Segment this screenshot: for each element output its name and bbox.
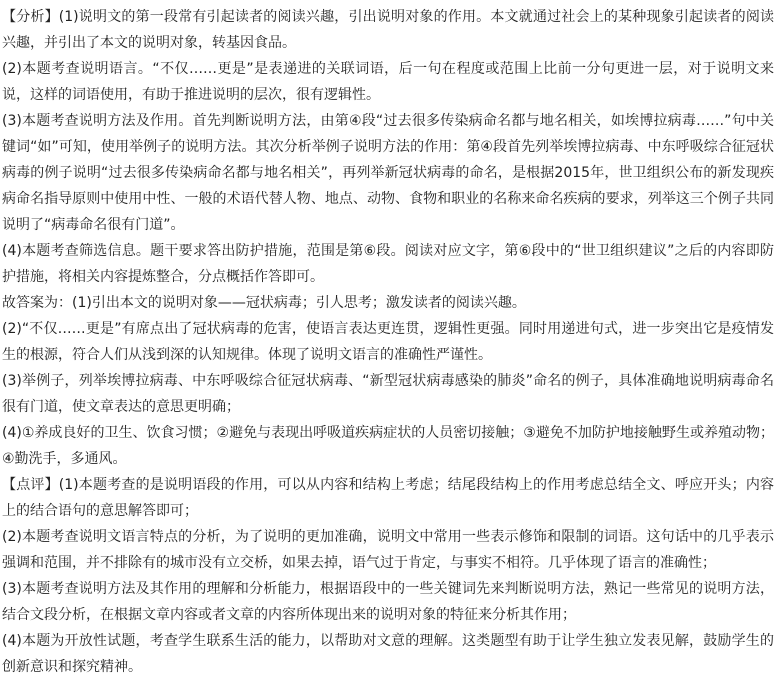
answer-item-2: (2)“不仅……更是”有席点出了冠状病毒的危害，使语言表达更连贯，逻辑性更强。同时用递进句式，进一步突出它是疫情发生的根源，符合人们从浅到深的认知规律。体现了说明文语言的准确性严谨性。 <box>2 321 774 363</box>
answer-item-4: (4)①养成良好的卫生、饮食习惯；②避免与表现出呼吸道疾病症状的人员密切接触；③避免不加防护地接触野生或养殖动物；④勤洗手，多通风。 <box>2 425 774 467</box>
analysis-item-2: (2)本题考查说明语言。“不仅……更是”是表递进的关联词语，后一句在程度或范围上比前一分句更进一层，对于说明文来说，这样的词语使用，有助于推进说明的层次，很有逻辑性。 <box>2 61 774 103</box>
analysis-item-3: (3)本题考查说明方法及作用。首先判断说明方法，由第④段“过去很多传染病命名都与地名相关，如埃博拉病毒……”句中关键词“如”可知，使用举例子的说明方法。其次分析举例子说明方法的作用：第④段首先列举埃博拉病毒、中东呼吸综合征冠状病毒的例子说明“过去很多传染病命名都与地名相关”，再列举新冠状病毒的命名，是根据2015年，世卫组织公布的新发现疾病命名指导原则中使用中性、一般的术语代替人物、地点、动物、食物和职业的名称来命名疾病的要求，列举这三个例子共同说明了“病毒命名很有门道”。 <box>2 113 774 233</box>
answer-intro: 故答案为：(1)引出本文的说明对象——冠状病毒；引人思考；激发读者的阅读兴趣。 <box>2 295 526 311</box>
comment-item-3: (3)本题考查说明方法及其作用的理解和分析能力，根据语段中的一些关键词先来判断说明方法，熟记一些常见的说明方法，结合文段分析，在根据文章内容或者文章的内容所体现出来的说明对象的特征来分析其作用； <box>2 581 774 623</box>
comment-item-1 <box>2 472 774 524</box>
comment-item-2: (2)本题考查说明文语言特点的分析，为了说明的更加准确，说明文中常用一些表示修饰和限制的词语。这句话中的几乎表示强调和范围，并不排除有的城市没有立交桥，如果去掉，语气过于肯定，与事实不相符。几乎体现了语言的准确性； <box>2 529 774 571</box>
analysis-item-4: (4)本题考查筛选信息。题干要求答出防护措施，范围是第⑥段。阅读对应文字，第⑥段中的“世卫组织建议”之后的内容即防护措施，将相关内容提炼整合，分点概括作答即可。 <box>2 243 774 285</box>
comment-header: 【点评】 <box>2 477 59 493</box>
analysis-header: 【分析】 <box>2 9 59 25</box>
analysis-item-1-text: (1)说明文的第一段常有引起读者的阅读兴趣，引出说明对象的作用。本文就通过社会上的某种现象引起读者的阅读兴趣，并引出了本文的说明对象，转基因食品。 <box>2 9 775 51</box>
comment-item-4: (4)本题为开放性试题，考查学生联系生活的能力，以帮助对文意的理解。这类题型有助于让学生独立发表见解，鼓励学生的创新意识和探究精神。 <box>2 633 774 675</box>
answer-item-3: (3)举例子，列举埃博拉病毒、中东呼吸综合征冠状病毒、“新型冠状病毒感染的肺炎”命名的例子，具体准确地说明病毒命名很有门道，使文章表达的意思更明确； <box>2 373 774 415</box>
comment-item-1-text: (1)本题考查的是说明语段的作用，可以从内容和结构上考虑；结尾段结构上的作用考虑总结全文、呼应开头；内容上的结合语句的意思解答即可； <box>2 477 775 519</box>
analysis-item-1 <box>2 4 774 56</box>
